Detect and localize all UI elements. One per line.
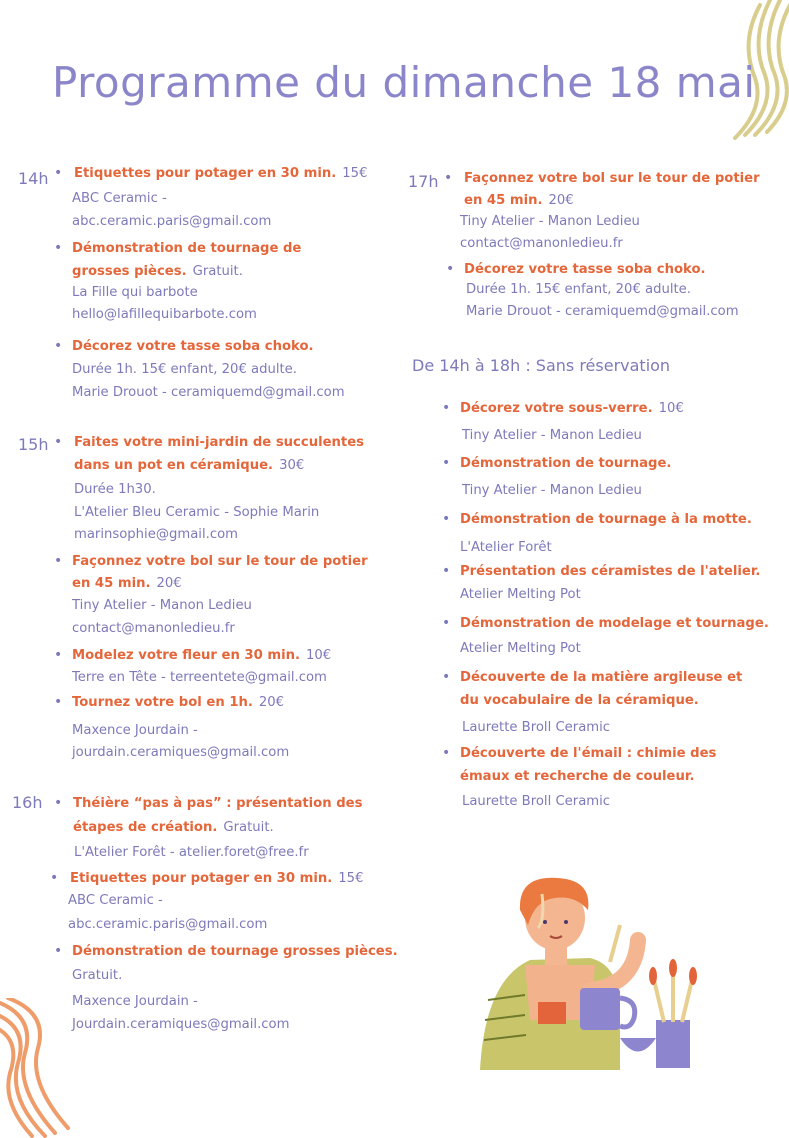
activity-info: Laurette Broll Ceramic	[462, 720, 611, 735]
activity-info: Terre en Tête - terreentete@gmail.com	[72, 670, 327, 685]
activity-title: Décorez votre sous-verre. 10€	[460, 401, 684, 416]
hour-16h: 16h	[12, 793, 43, 812]
hour-14h: 14h	[18, 169, 49, 188]
activity-info: marinsophie@gmail.com	[74, 527, 238, 542]
activity-info: Tiny Atelier - Manon Ledieu	[72, 598, 252, 613]
activity-title: Façonnez votre bol sur le tour de potier	[464, 171, 760, 186]
activity-title: Etiquettes pour potager en 30 min. 15€	[70, 871, 364, 886]
bullet: •	[442, 669, 451, 685]
page-title: Programme du dimanche 18 mai	[52, 58, 756, 107]
activity-title: Façonnez votre bol sur le tour de potier	[72, 554, 368, 569]
hour-15h: 15h	[18, 435, 49, 454]
activity-title: en 45 min. 20€	[72, 576, 182, 591]
bullet: •	[444, 170, 453, 186]
activity-info: contact@manonledieu.fr	[72, 621, 235, 636]
activity-info: Durée 1h. 15€ enfant, 20€ adulte.	[466, 282, 691, 297]
activity-info: L'Atelier Forêt - atelier.foret@free.fr	[74, 845, 309, 860]
activity-info: L'Atelier Forêt	[460, 540, 552, 555]
activity-info: L'Atelier Bleu Ceramic - Sophie Marin	[74, 505, 320, 520]
activity-title: émaux et recherche de couleur.	[460, 769, 695, 784]
bullet: •	[54, 647, 63, 663]
activity-info: ABC Ceramic -	[68, 893, 163, 908]
bullet: •	[54, 795, 63, 811]
activity-title: Démonstration de modelage et tournage.	[460, 616, 769, 631]
activity-title: Théière “pas à pas” : présentation des	[73, 796, 363, 811]
potter-illustration	[470, 870, 710, 1070]
activity-title: en 45 min. 20€	[464, 193, 574, 208]
activity-info: Marie Drouot - ceramiquemd@gmail.com	[466, 304, 739, 319]
activity-info: jourdain.ceramiques@gmail.com	[72, 745, 290, 760]
activity-info: Tiny Atelier - Manon Ledieu	[462, 483, 642, 498]
bullet: •	[442, 511, 451, 527]
activity-title: Tournez votre bol en 1h. 20€	[72, 695, 285, 710]
activity-title: Démonstration de tournage grosses pièces.	[72, 944, 398, 959]
activity-info: Laurette Broll Ceramic	[462, 794, 611, 809]
activity-info: hello@lafillequibarbote.com	[72, 307, 257, 322]
activity-info: Atelier Melting Pot	[460, 641, 581, 656]
decorative-strokes-bottom	[0, 998, 80, 1138]
activity-info: Marie Drouot - ceramiquemd@gmail.com	[72, 385, 345, 400]
activity-info: Maxence Jourdain -	[72, 723, 198, 738]
activity-info: La Fille qui barbote	[72, 285, 198, 300]
activity-title: Etiquettes pour potager en 30 min. 15€	[74, 166, 368, 181]
activity-title: Démonstration de tournage à la motte.	[460, 512, 752, 527]
activity-title: Découverte de l'émail : chimie des	[460, 746, 717, 761]
bullet: •	[442, 400, 451, 416]
section-heading: De 14h à 18h : Sans réservation	[412, 356, 671, 375]
bullet: •	[442, 745, 451, 761]
bullet: •	[50, 870, 59, 886]
activity-title: Présentation des céramistes de l'atelier.	[460, 564, 761, 579]
activity-info: abc.ceramic.paris@gmail.com	[68, 917, 268, 932]
bullet: •	[442, 615, 451, 631]
activity-title: Faites votre mini-jardin de succulentes	[74, 435, 365, 450]
activity-title: Démonstration de tournage.	[460, 456, 672, 471]
bullet: •	[54, 553, 63, 569]
activity-info: Durée 1h. 15€ enfant, 20€ adulte.	[72, 362, 297, 377]
activity-title: Modelez votre fleur en 30 min. 10€	[72, 648, 332, 663]
activity-info: Durée 1h30.	[74, 482, 156, 497]
bullet: •	[54, 434, 63, 450]
activity-title: Décorez votre tasse soba choko.	[72, 339, 314, 354]
activity-title: du vocabulaire de la céramique.	[460, 693, 699, 708]
bullet: •	[54, 338, 63, 354]
hour-17h: 17h	[408, 172, 439, 191]
activity-info: Tiny Atelier - Manon Ledieu	[462, 428, 642, 443]
activity-info: abc.ceramic.paris@gmail.com	[72, 214, 272, 229]
bullet: •	[442, 455, 451, 471]
bullet: •	[446, 261, 455, 277]
bullet: •	[54, 165, 63, 181]
activity-info: contact@manonledieu.fr	[460, 236, 623, 251]
activity-info: Gratuit.	[72, 968, 123, 983]
activity-title: Découverte de la matière argileuse et	[460, 670, 743, 685]
bullet: •	[54, 943, 63, 959]
activity-title: grosses pièces. Gratuit.	[72, 264, 243, 279]
bullet: •	[54, 694, 63, 710]
activity-title: Démonstration de tournage de	[72, 241, 302, 256]
activity-title: étapes de création. Gratuit.	[73, 820, 274, 835]
activity-info: Jourdain.ceramiques@gmail.com	[72, 1017, 290, 1032]
activity-info: Maxence Jourdain -	[72, 994, 198, 1009]
activity-title: dans un pot en céramique. 30€	[74, 458, 305, 473]
bullet: •	[442, 563, 451, 579]
activity-title: Décorez votre tasse soba choko.	[464, 262, 706, 277]
bullet: •	[54, 240, 63, 256]
activity-info: Tiny Atelier - Manon Ledieu	[460, 214, 640, 229]
activity-info: ABC Ceramic -	[72, 191, 167, 206]
activity-info: Atelier Melting Pot	[460, 587, 581, 602]
